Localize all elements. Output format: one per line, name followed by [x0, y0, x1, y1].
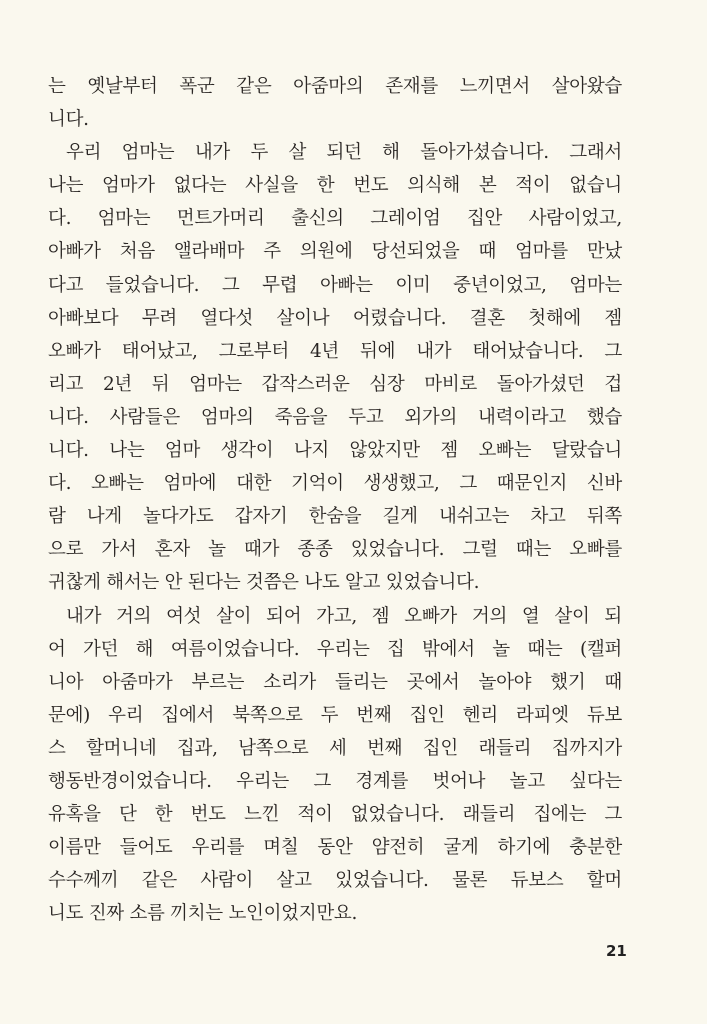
text-line: 람 나게 놀다가도 갑자기 한숨을 길게 내쉬고는 차고 뒤쪽 — [48, 506, 622, 528]
text-line: 다고 들었습니다. 그 무렵 아빠는 이미 중년이었고, 엄마는 — [48, 274, 622, 296]
text-line: 귀찮게 해서는 안 된다는 것쯤은 나도 알고 있었습니다. — [48, 572, 480, 594]
text-line: 니도 진짜 소름 끼치는 노인이었지만요. — [48, 903, 358, 925]
text-line: 스 할머니네 집과, 남쪽으로 세 번째 집인 래들리 집까지가 — [48, 737, 622, 759]
text-line: 이름만 들어도 우리를 며칠 동안 얌전히 굴게 하기에 충분한 — [48, 837, 622, 859]
text-line: 유혹을 단 한 번도 느낀 적이 없었습니다. 래들리 집에는 그 — [48, 804, 622, 826]
page-number: 21 — [606, 942, 627, 960]
text-line: 내가 거의 여섯 살이 되어 가고, 젬 오빠가 거의 열 살이 되 — [66, 605, 622, 627]
text-line: 다. 엄마는 먼트가머리 출신의 그레이엄 집안 사람이었고, — [48, 208, 622, 230]
text-line: 행동반경이었습니다. 우리는 그 경계를 벗어나 놀고 싶다는 — [48, 770, 622, 792]
text-line: 는 옛날부터 폭군 같은 아줌마의 존재를 느끼면서 살아왔습 — [48, 76, 622, 97]
text-line: 아빠보다 무려 열다섯 살이나 어렸습니다. 결혼 첫해에 젬 — [48, 307, 622, 329]
text-line: 아빠가 처음 앨라배마 주 의원에 당선되었을 때 엄마를 만났 — [48, 241, 622, 263]
text-line: 으로 가서 혼자 놀 때가 종종 있었습니다. 그럴 때는 오빠를 — [48, 539, 622, 561]
text-line: 니다. 사람들은 엄마의 죽음을 두고 외가의 내력이라고 했습 — [48, 406, 622, 428]
text-line: 니다. — [48, 109, 89, 131]
text-line: 수수께끼 같은 사람이 살고 있었습니다. 물론 듀보스 할머 — [48, 870, 622, 892]
text-line: 문에) 우리 집에서 북쪽으로 두 번째 집인 헨리 라피엣 듀보 — [48, 704, 622, 726]
text-line: 다. 오빠는 엄마에 대한 기억이 생생했고, 그 때문인지 신바 — [48, 473, 622, 495]
text-line: 어 가던 해 여름이었습니다. 우리는 집 밖에서 놀 때는 (캘퍼 — [48, 638, 622, 660]
text-line: 리고 2년 뒤 엄마는 갑작스러운 심장 마비로 돌아가셨던 겁 — [48, 373, 622, 395]
text-line: 우리 엄마는 내가 두 살 되던 해 돌아가셨습니다. 그래서 — [66, 142, 622, 164]
text-line: 니아 아줌마가 부르는 소리가 들리는 곳에서 놀아야 했기 때 — [48, 671, 622, 693]
text-line: 오빠가 태어났고, 그로부터 4년 뒤에 내가 태어났습니다. 그 — [48, 340, 622, 362]
body-text — [48, 70, 622, 930]
text-line: 니다. 나는 엄마 생각이 나지 않았지만 젬 오빠는 달랐습니 — [48, 440, 622, 462]
text-line: 나는 엄마가 없다는 사실을 한 번도 의식해 본 적이 없습니 — [48, 175, 622, 197]
